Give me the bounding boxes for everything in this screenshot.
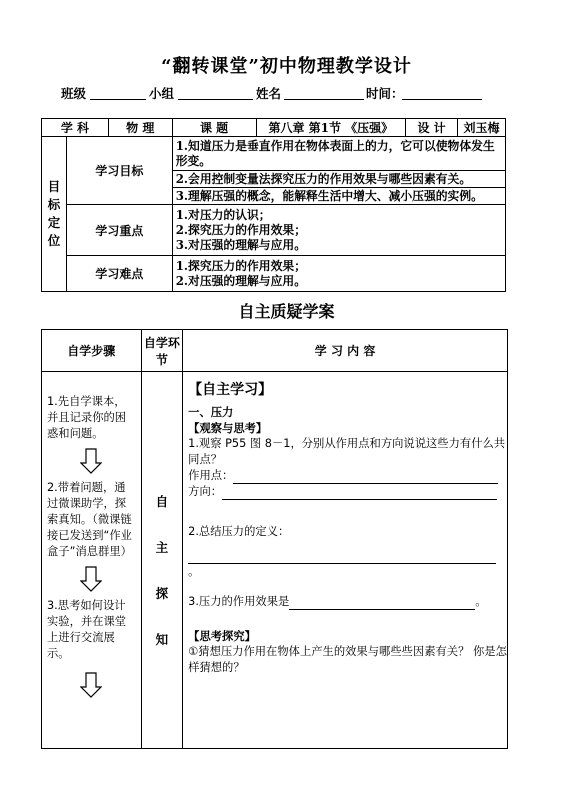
answer-direction-row: 方向：: [188, 484, 507, 500]
key-points-label: 学习重点: [66, 205, 172, 256]
stage-header: 自学环节: [141, 330, 183, 372]
topic-value: 第八章 第1节 《压强》: [256, 119, 406, 137]
step-1: 1.先自学课本，并且记录你的困惑和问题。: [47, 395, 127, 440]
objective-1: 1.知道压力是垂直作用在物体表面上的力，它可以使物体发生形变。: [172, 137, 505, 171]
key-points: [172, 205, 505, 256]
stage-cell: 自 主 探 知: [141, 372, 183, 749]
answer-direction-field[interactable]: [222, 499, 497, 500]
think-heading: 【思考探究】: [188, 629, 256, 643]
key-point-1: 1.对压力的认识；: [175, 207, 271, 222]
definition-field[interactable]: [188, 563, 496, 564]
group-field[interactable]: [178, 99, 253, 100]
topic-label: 课 题: [172, 119, 256, 137]
name-label: 姓名: [256, 86, 282, 101]
steps-header: 自学步骤: [42, 330, 142, 372]
down-arrow-icon: [80, 672, 102, 698]
question-3: 3.压力的作用效果是 。: [188, 595, 487, 608]
class-field[interactable]: [90, 99, 146, 100]
section-subtitle: 自主质疑学案: [238, 302, 335, 321]
time-field[interactable]: [402, 99, 482, 100]
key-point-2: 2.探究压力的作用效果；: [175, 222, 306, 237]
name-field[interactable]: [284, 99, 364, 100]
effect-field[interactable]: [289, 609, 475, 610]
objective-3: 3.理解压强的概念，能解释生活中增大、减小压强的实例。: [172, 188, 505, 205]
question-1: 1.观察 P55 图 8－1，分别从作用点和方向说说这些力有什么共同点？: [188, 437, 506, 466]
steps-cell: [42, 372, 142, 749]
time-label: 时间：: [366, 86, 404, 101]
question-2-end: 。: [188, 565, 200, 578]
objective-2: 2.会用控制变量法探究压力的作用效果与哪些因素有关。: [172, 171, 505, 188]
question-4: ①猜想压力作用在物体上产生的效果与哪些些因素有关？ 你是怎样猜想的？: [188, 645, 507, 674]
subject-label: 学 科: [42, 119, 109, 137]
pressure-heading: 一、压力: [188, 405, 234, 419]
objectives-label: 学习目标: [66, 137, 172, 205]
lesson-info-table: [41, 118, 506, 292]
down-arrow-icon: [80, 566, 102, 592]
key-point-3: 3.对压强的理解与应用。: [175, 237, 306, 252]
study-plan-table: [41, 329, 508, 749]
content-header: 学 习 内 容: [183, 330, 508, 372]
group-label: 小组: [149, 86, 175, 101]
self-study-heading: 【自主学习】: [188, 382, 273, 398]
difficult-points: [172, 256, 505, 292]
difficult-point-2: 2.对压强的理解与应用。: [175, 273, 306, 288]
subject-value: 物 理: [108, 119, 172, 137]
difficult-point-1: 1.探究压力的作用效果；: [175, 258, 306, 273]
designer-value: 刘玉梅: [458, 119, 506, 137]
down-arrow-icon: [80, 448, 102, 474]
goals-section-label: 目 标 定 位: [42, 137, 67, 292]
step-3: 3.思考如何设计实验，并在课堂上进行交流展示。: [47, 599, 127, 660]
content-cell: [183, 372, 508, 749]
page-title: “翻转课堂”初中物理教学设计: [161, 56, 412, 77]
step-2: 2.带着问题，通过微课助学，探索真知。（微课链接已发送到“作业盒子”消息群里）: [47, 481, 132, 558]
question-2: 2.总结压力的定义：: [188, 525, 290, 538]
answer-point-row: 作用点：: [188, 468, 507, 484]
designer-label: 设 计: [406, 119, 458, 137]
difficult-points-label: 学习难点: [66, 256, 172, 292]
class-label: 班级: [61, 86, 87, 101]
observe-heading: 【观察与思考】: [188, 421, 268, 435]
